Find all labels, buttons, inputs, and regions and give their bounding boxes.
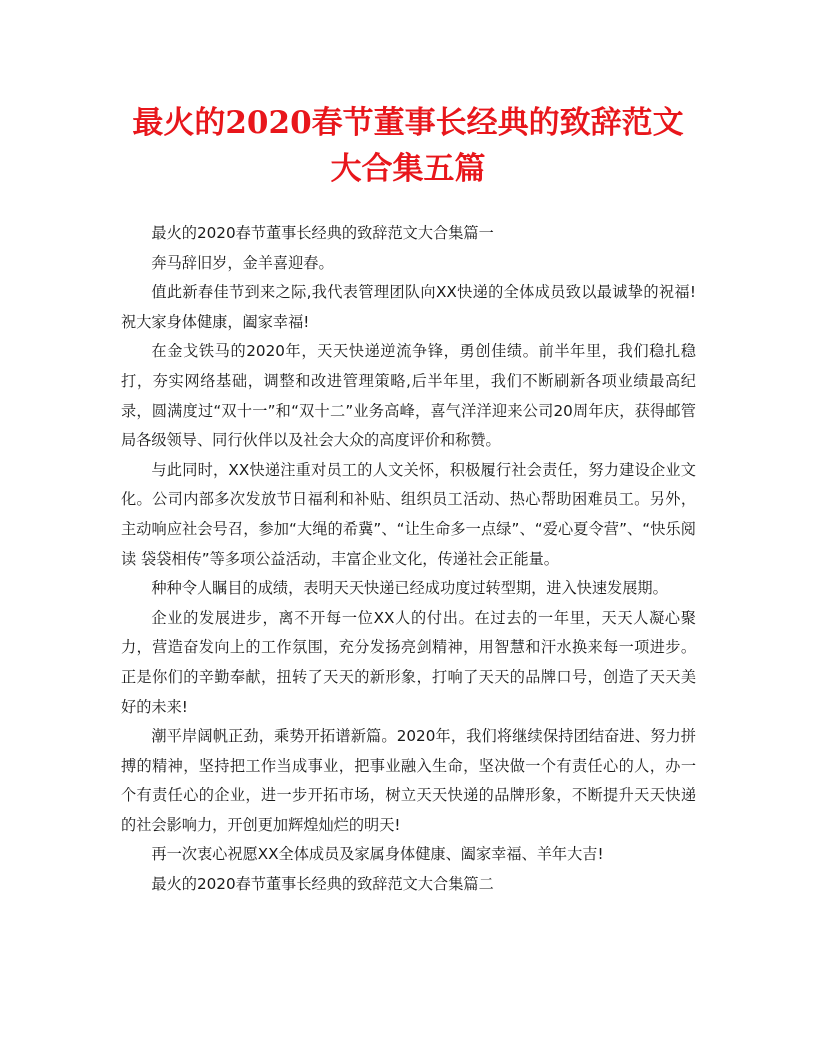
paragraph: 种种令人瞩目的成绩，表明天天快递已经成功度过转型期，进入快速发展期。 [151, 579, 668, 598]
title-line-1: 最火的2020春节董事长经典的致辞范文 [132, 105, 684, 141]
section-heading-1: 最火的2020春节董事长经典的致辞范文大合集篇一 [151, 224, 494, 242]
document-body [121, 219, 696, 900]
paragraph: 与此同时，XX快递注重对员工的人文关怀，积极履行社会责任，努力建设企业文化。公司内部多次发放节日福利和补贴、组织员工活动、热心帮助困难员工。另外，主动响应社会号召，参加“大绳的希冀”、“让生命多一点绿”、“爱心夏令营”、“快乐阅读 袋袋相传”等多项公益活动，丰富企业文化，传递社会正能量。 [121, 460, 696, 568]
section-heading-2: 最火的2020春节董事长经典的致辞范文大合集篇二 [151, 875, 494, 894]
paragraph: 潮平岸阔帆正劲，乘势开拓谱新篇。2020年，我们将继续保持团结奋进、努力拼搏的精神，坚持把工作当成事业，把事业融入生命，坚决做一个有责任心的人，办一个有责任心的企业，进一步开拓市场，树立天天快递的品牌形象，不断提升天天快递的社会影响力，开创更加辉煌灿烂的明天! [121, 727, 696, 834]
paragraph: 企业的发展进步，离不开每一位XX人的付出。在过去的一年里，天天人凝心聚力，营造奋发向上的工作氛围，充分发扬亮剑精神，用智慧和汗水换来每一项进步。正是你们的辛勤奉献，扭转了天天的新形象，打响了天天的品牌口号，创造了天天美好的未来! [121, 608, 696, 716]
title-line-2: 大合集五篇 [330, 151, 486, 187]
paragraph: 在金戈铁马的2020年，天天快递逆流争锋，勇创佳绩。前半年里，我们稳扎稳打，夯实网络基础，调整和改进管理策略,后半年里，我们不断刷新各项业绩最高纪录，圆满度过“双十一”和“双十二”业务高峰，喜气洋洋迎来公司20周年庆，获得邮管局各级领导、同行伙伴以及社会大众的高度评价和称赞。 [121, 342, 696, 450]
paragraph: 奔马辞旧岁，金羊喜迎春。 [151, 253, 334, 272]
document-title [110, 100, 706, 192]
paragraph: 值此新春佳节到来之际,我代表管理团队向XX快递的全体成员致以最诚挚的祝福!祝大家身体健康，阖家幸福! [121, 283, 696, 331]
paragraph: 再一次衷心祝愿XX全体成员及家属身体健康、阖家幸福、羊年大吉! [151, 845, 604, 864]
